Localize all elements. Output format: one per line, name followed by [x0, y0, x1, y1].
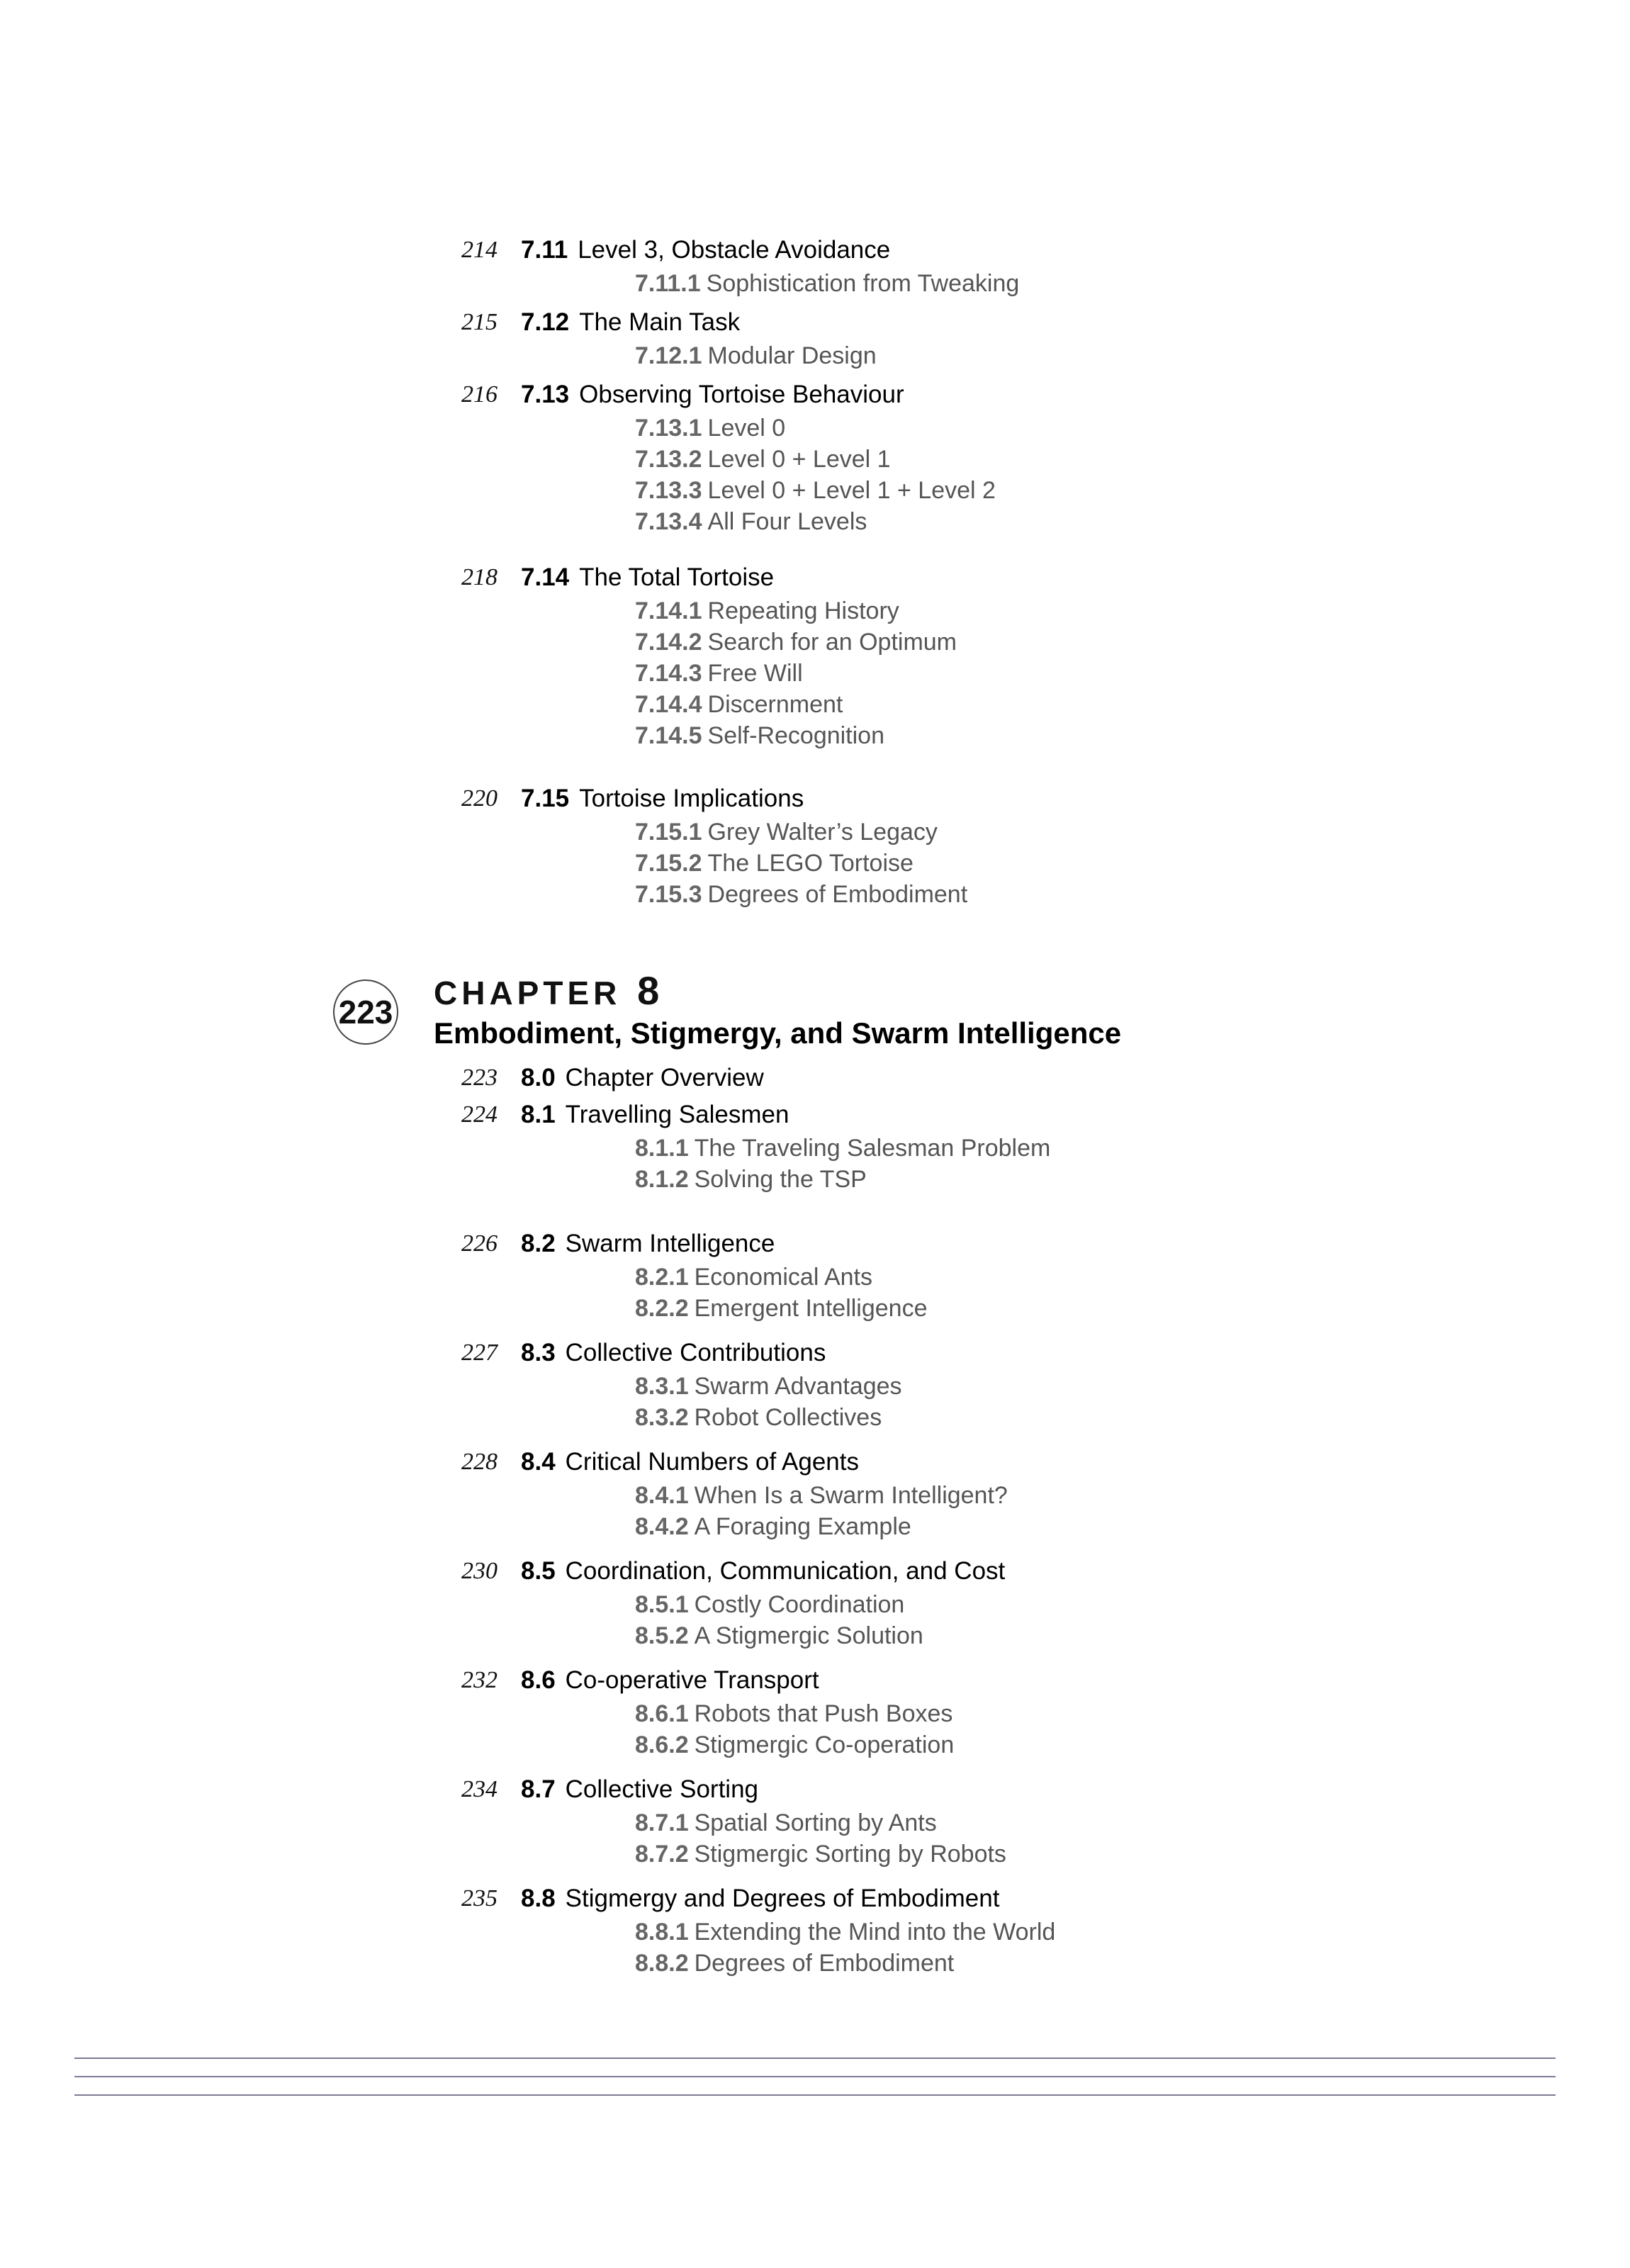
page-number: 230 [461, 1558, 498, 1584]
section-title: Chapter Overview [565, 1064, 764, 1091]
section-number: 8.4 [521, 1448, 556, 1476]
footer-rule [74, 2076, 1556, 2077]
page-number: 215 [461, 309, 498, 335]
subsection-number: 8.3.2 [635, 1404, 689, 1431]
section-title: Coordination, Communication, and Cost [565, 1557, 1006, 1585]
subsection-title: Spatial Sorting by Ants [694, 1809, 937, 1836]
subsection-number: 8.8.2 [635, 1950, 689, 1977]
section-title: Collective Contributions [565, 1339, 826, 1366]
subsection-title: Discernment [707, 691, 843, 718]
subsection-number: 8.2.1 [635, 1264, 689, 1291]
subsection-title: Robot Collectives [694, 1404, 882, 1431]
page-number: 227 [461, 1340, 498, 1366]
subsection-title: Robots that Push Boxes [694, 1700, 953, 1727]
section-number: 8.3 [521, 1339, 556, 1366]
subsection-title: Emergent Intelligence [694, 1295, 928, 1322]
toc-section[interactable] [0, 558, 1630, 751]
subsection-number: 8.6.1 [635, 1700, 689, 1727]
chapter-number: 8 [637, 968, 660, 1013]
toc-section[interactable] [0, 1334, 1630, 1433]
section-number: 7.13 [521, 381, 570, 408]
subsection-title: Level 0 + Level 1 + Level 2 [707, 477, 996, 504]
subsection-number: 7.15.3 [635, 881, 702, 908]
toc-section[interactable] [0, 1552, 1630, 1651]
subsection-number: 8.5.2 [635, 1622, 689, 1649]
section-title: Collective Sorting [565, 1775, 758, 1803]
toc-section[interactable] [0, 1059, 1630, 1097]
subsection-number: 8.1.2 [635, 1166, 689, 1193]
subsection-number: 8.1.1 [635, 1135, 689, 1162]
chapter-page-badge: 223 [333, 979, 398, 1045]
section-number: 8.2 [521, 1230, 556, 1257]
subsection-title: Economical Ants [694, 1264, 872, 1291]
subsection-number: 7.13.3 [635, 477, 702, 504]
subsection-title: When Is a Swarm Intelligent? [694, 1482, 1008, 1509]
page-number: 216 [461, 381, 498, 408]
subsection-number: 8.8.1 [635, 1919, 689, 1946]
subsection-number: 7.11.1 [635, 270, 701, 297]
toc-section[interactable] [0, 780, 1630, 910]
subsection-number: 7.13.2 [635, 446, 702, 473]
subsection-title: Solving the TSP [694, 1166, 867, 1193]
section-title: The Total Tortoise [579, 563, 775, 591]
subsection-title: Costly Coordination [694, 1591, 905, 1618]
subsection-title: Extending the Mind into the World [694, 1919, 1056, 1946]
section-number: 8.8 [521, 1885, 556, 1912]
subsection-number: 8.7.2 [635, 1841, 689, 1868]
subsection-title: Sophistication from Tweaking [706, 270, 1020, 297]
subsection-title: Search for an Optimum [707, 629, 957, 656]
footer-rule [74, 2094, 1556, 2096]
subsection-number: 8.4.1 [635, 1482, 689, 1509]
subsection-number: 7.15.1 [635, 819, 702, 846]
subsection-number: 7.14.2 [635, 629, 702, 656]
section-title: Critical Numbers of Agents [565, 1448, 859, 1476]
page-number: 218 [461, 564, 498, 590]
subsection-number: 7.13.1 [635, 415, 702, 442]
toc-section[interactable] [0, 1096, 1630, 1195]
page-number: 234 [461, 1776, 498, 1802]
subsection-title: Self-Recognition [707, 722, 885, 749]
toc-section[interactable] [0, 1661, 1630, 1761]
toc-section[interactable] [0, 231, 1630, 299]
chapter-title: Embodiment, Stigmergy, and Swarm Intelligence [434, 1016, 1122, 1050]
subsection-number: 7.12.1 [635, 342, 702, 369]
section-title: Observing Tortoise Behaviour [579, 381, 904, 408]
subsection-title: A Stigmergic Solution [694, 1622, 923, 1649]
subsection-title: Degrees of Embodiment [694, 1950, 955, 1977]
section-number: 8.1 [521, 1101, 556, 1128]
subsection-title: Stigmergic Sorting by Robots [694, 1841, 1006, 1868]
page-number: 235 [461, 1885, 498, 1911]
subsection-number: 8.5.1 [635, 1591, 689, 1618]
page-number: 228 [461, 1449, 498, 1475]
subsection-number: 8.4.2 [635, 1513, 689, 1540]
section-title: The Main Task [579, 308, 741, 336]
page-number: 226 [461, 1230, 498, 1257]
section-title: Tortoise Implications [579, 785, 804, 812]
section-title: Co-operative Transport [565, 1666, 819, 1694]
subsection-number: 8.6.2 [635, 1731, 689, 1758]
page-number: 220 [461, 785, 498, 812]
subsection-title: Free Will [707, 660, 803, 687]
section-number: 7.12 [521, 308, 570, 336]
subsection-title: Repeating History [707, 597, 899, 624]
subsection-title: All Four Levels [707, 508, 867, 535]
subsection-title: Level 0 [707, 415, 786, 442]
toc-section[interactable] [0, 376, 1630, 537]
section-number: 8.6 [521, 1666, 556, 1694]
section-title: Travelling Salesmen [565, 1101, 789, 1128]
toc-section[interactable] [0, 1225, 1630, 1324]
subsection-number: 8.7.1 [635, 1809, 689, 1836]
subsection-title: Swarm Advantages [694, 1373, 902, 1400]
subsection-number: 7.14.5 [635, 722, 702, 749]
page-number: 224 [461, 1101, 498, 1128]
subsection-number: 7.15.2 [635, 850, 702, 877]
section-number: 8.5 [521, 1557, 556, 1585]
chapter-label: CHAPTER 8 [434, 968, 660, 1013]
subsection-number: 7.14.4 [635, 691, 702, 718]
section-number: 7.15 [521, 785, 570, 812]
page-number: 214 [461, 237, 498, 263]
subsection-title: Modular Design [707, 342, 877, 369]
section-title: Stigmergy and Degrees of Embodiment [565, 1885, 1000, 1912]
section-number: 7.11 [521, 236, 568, 264]
subsection-number: 7.14.3 [635, 660, 702, 687]
subsection-title: Level 0 + Level 1 [707, 446, 891, 473]
toc-section[interactable] [0, 1770, 1630, 1870]
subsection-title: A Foraging Example [694, 1513, 911, 1540]
section-title: Level 3, Obstacle Avoidance [578, 236, 891, 264]
subsection-number: 7.13.4 [635, 508, 702, 535]
toc-section[interactable] [0, 1880, 1630, 1979]
page-number: 232 [461, 1667, 498, 1693]
subsection-number: 8.2.2 [635, 1295, 689, 1322]
subsection-title: The LEGO Tortoise [707, 850, 914, 877]
section-number: 7.14 [521, 563, 570, 591]
footer-rule [74, 2058, 1556, 2059]
subsection-title: Stigmergic Co-operation [694, 1731, 955, 1758]
section-number: 8.7 [521, 1775, 556, 1803]
subsection-number: 8.3.1 [635, 1373, 689, 1400]
page-number: 223 [461, 1065, 498, 1091]
toc-section[interactable] [0, 303, 1630, 371]
subsection-title: The Traveling Salesman Problem [694, 1135, 1051, 1162]
subsection-title: Degrees of Embodiment [707, 881, 968, 908]
subsection-number: 7.14.1 [635, 597, 702, 624]
section-number: 8.0 [521, 1064, 556, 1091]
chapter-heading [0, 968, 1630, 1056]
subsection-title: Grey Walter’s Legacy [707, 819, 938, 846]
section-title: Swarm Intelligence [565, 1230, 775, 1257]
toc-section[interactable] [0, 1443, 1630, 1542]
